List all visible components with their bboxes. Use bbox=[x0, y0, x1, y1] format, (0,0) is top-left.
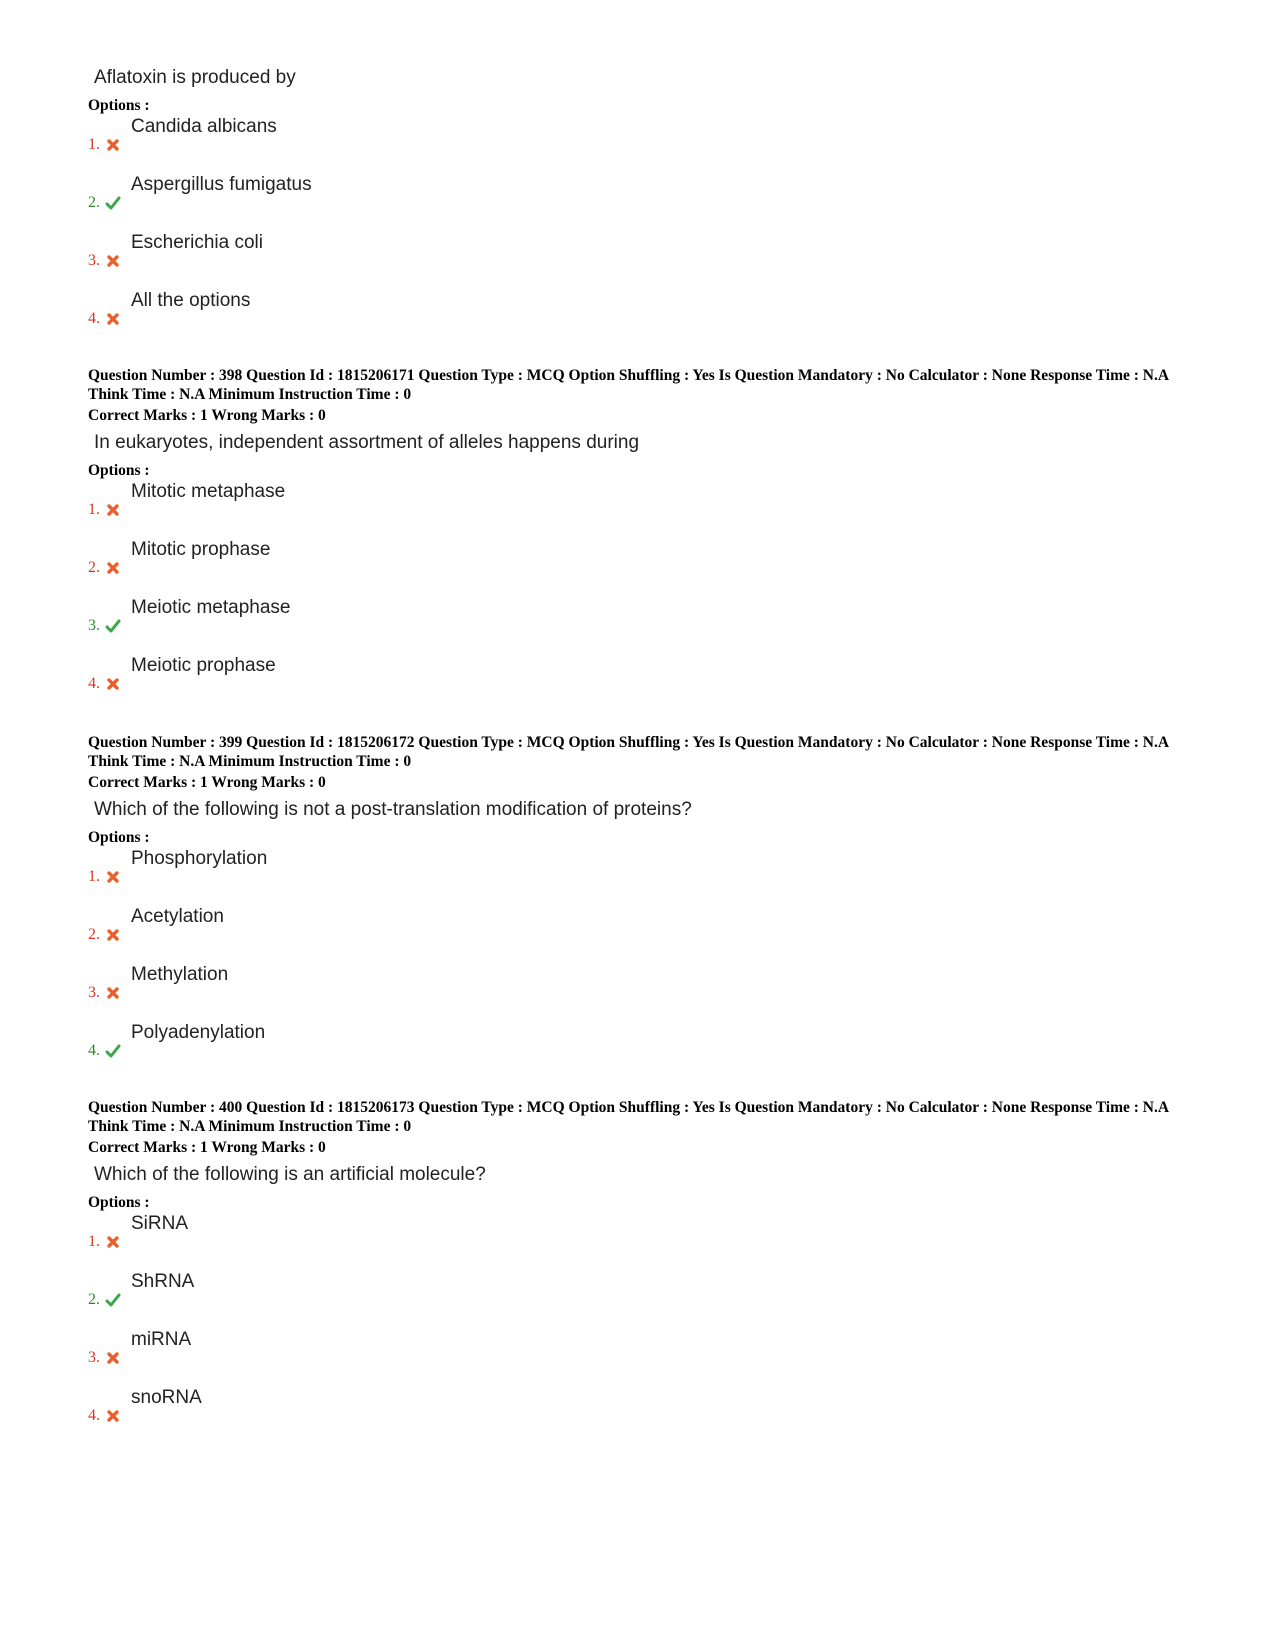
option-text: snoRNA bbox=[131, 1387, 202, 1408]
option-row bbox=[88, 964, 1198, 1022]
option-row bbox=[88, 848, 1198, 906]
option-text: All the options bbox=[131, 290, 251, 311]
question-text: Which of the following is not a post-translation modification of proteins? bbox=[94, 799, 692, 820]
option-text: Acetylation bbox=[131, 906, 224, 927]
option-row bbox=[88, 655, 1198, 713]
wrong-cross-icon bbox=[105, 869, 121, 885]
question-block bbox=[88, 366, 1198, 713]
option-number: 3. bbox=[88, 617, 100, 634]
question-block bbox=[88, 60, 1198, 348]
option-text: Methylation bbox=[131, 964, 229, 985]
question-meta: Question Number : 399 Question Id : 1815206172 Question Type : MCQ Option Shuffling : Yes Is Question Mandatory : No Calculator : None Response Time : N.A Think Time : N.A Minimum Instruction Time : 0 bbox=[88, 734, 1169, 770]
question-block bbox=[88, 1098, 1198, 1445]
correct-check-icon bbox=[105, 1043, 121, 1059]
option-number: 1. bbox=[88, 501, 100, 518]
option-text: Phosphorylation bbox=[131, 848, 268, 869]
correct-check-icon bbox=[105, 618, 121, 634]
option-number: 3. bbox=[88, 252, 100, 269]
option-row bbox=[88, 174, 1198, 232]
option-row bbox=[88, 116, 1198, 174]
option-number: 2. bbox=[88, 1291, 100, 1308]
wrong-cross-icon bbox=[105, 137, 121, 153]
option-number: 1. bbox=[88, 136, 100, 153]
option-text: miRNA bbox=[131, 1329, 192, 1350]
option-text: SiRNA bbox=[131, 1213, 189, 1234]
option-text: Polyadenylation bbox=[131, 1022, 266, 1043]
option-number: 2. bbox=[88, 194, 100, 211]
option-text: Mitotic prophase bbox=[131, 539, 271, 560]
wrong-cross-icon bbox=[105, 502, 121, 518]
wrong-cross-icon bbox=[105, 1408, 121, 1424]
option-row bbox=[88, 539, 1198, 597]
question-text: Aflatoxin is produced by bbox=[94, 67, 296, 88]
option-number: 2. bbox=[88, 926, 100, 943]
option-row bbox=[88, 1329, 1198, 1387]
correct-check-icon bbox=[105, 195, 121, 211]
option-number: 3. bbox=[88, 984, 100, 1001]
question-block bbox=[88, 733, 1198, 1080]
options-label: Options : bbox=[88, 462, 150, 479]
question-meta: Question Number : 398 Question Id : 1815206171 Question Type : MCQ Option Shuffling : Yes Is Question Mandatory : No Calculator : None Response Time : N.A Think Time : N.A Minimum Instruction Time : 0 bbox=[88, 367, 1169, 403]
correct-check-icon bbox=[105, 1292, 121, 1308]
option-number: 4. bbox=[88, 310, 100, 327]
question-marks: Correct Marks : 1 Wrong Marks : 0 bbox=[88, 407, 326, 424]
option-row bbox=[88, 1387, 1198, 1445]
option-row bbox=[88, 232, 1198, 290]
options-label: Options : bbox=[88, 97, 150, 114]
option-row bbox=[88, 906, 1198, 964]
wrong-cross-icon bbox=[105, 1350, 121, 1366]
option-text: Meiotic prophase bbox=[131, 655, 276, 676]
option-number: 2. bbox=[88, 559, 100, 576]
option-number: 4. bbox=[88, 1407, 100, 1424]
option-number: 3. bbox=[88, 1349, 100, 1366]
option-text: Meiotic metaphase bbox=[131, 597, 291, 618]
wrong-cross-icon bbox=[105, 676, 121, 692]
option-row bbox=[88, 1213, 1198, 1271]
option-row bbox=[88, 597, 1198, 655]
wrong-cross-icon bbox=[105, 985, 121, 1001]
option-row bbox=[88, 481, 1198, 539]
option-text: ShRNA bbox=[131, 1271, 195, 1292]
question-text: In eukaryotes, independent assortment of alleles happens during bbox=[94, 432, 640, 453]
option-number: 4. bbox=[88, 1042, 100, 1059]
question-text: Which of the following is an artificial molecule? bbox=[94, 1164, 486, 1185]
option-number: 4. bbox=[88, 675, 100, 692]
option-number: 1. bbox=[88, 868, 100, 885]
option-text: Mitotic metaphase bbox=[131, 481, 286, 502]
wrong-cross-icon bbox=[105, 1234, 121, 1250]
question-meta: Question Number : 400 Question Id : 1815206173 Question Type : MCQ Option Shuffling : Yes Is Question Mandatory : No Calculator : None Response Time : N.A Think Time : N.A Minimum Instruction Time : 0 bbox=[88, 1099, 1169, 1135]
question-marks: Correct Marks : 1 Wrong Marks : 0 bbox=[88, 774, 326, 791]
option-text: Candida albicans bbox=[131, 116, 277, 137]
wrong-cross-icon bbox=[105, 927, 121, 943]
option-row bbox=[88, 1271, 1198, 1329]
option-number: 1. bbox=[88, 1233, 100, 1250]
options-label: Options : bbox=[88, 829, 150, 846]
option-text: Escherichia coli bbox=[131, 232, 263, 253]
option-row bbox=[88, 290, 1198, 348]
option-text: Aspergillus fumigatus bbox=[131, 174, 312, 195]
wrong-cross-icon bbox=[105, 560, 121, 576]
question-marks: Correct Marks : 1 Wrong Marks : 0 bbox=[88, 1139, 326, 1156]
option-row bbox=[88, 1022, 1198, 1080]
options-label: Options : bbox=[88, 1194, 150, 1211]
wrong-cross-icon bbox=[105, 311, 121, 327]
wrong-cross-icon bbox=[105, 253, 121, 269]
